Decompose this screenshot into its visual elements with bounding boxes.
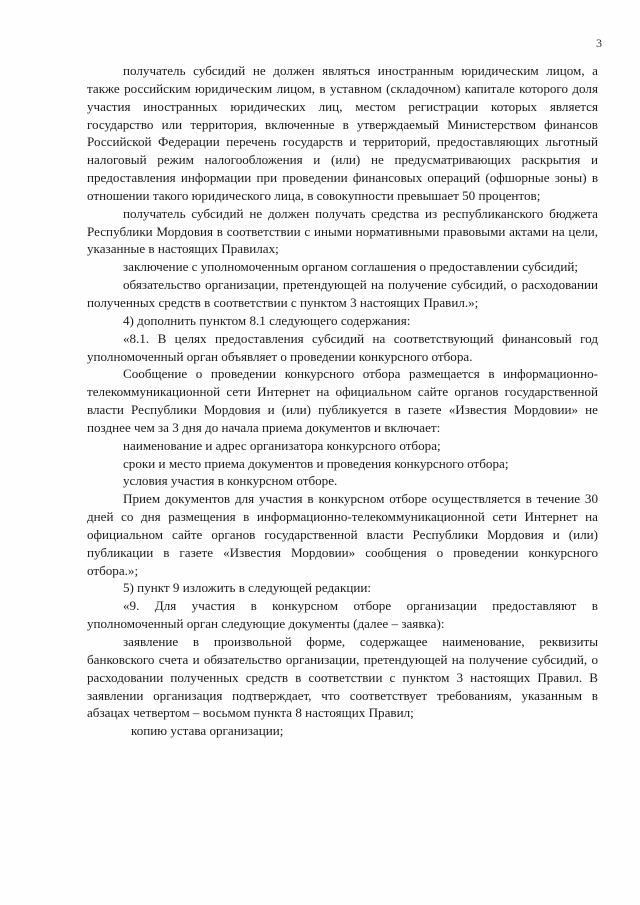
page-number: 3 <box>596 36 602 50</box>
paragraph: заключение с уполномоченным органом соглашения о предоставлении субсидий; <box>123 259 579 275</box>
paragraph: условия участия в конкурсном отборе. <box>123 473 338 489</box>
paragraph: наименование и адрес организатора конкурсного отбора; <box>123 437 441 453</box>
paragraph: 4) дополнить пунктом 8.1 следующего содержания: <box>123 312 411 328</box>
paragraph: «8.1. В целях предоставления субсидий на соответствующий финансовый год уполномоченный орган объявляет о проведении конкурсного отбора. <box>87 330 598 364</box>
paragraph: 5) пункт 9 изложить в следующей редакции: <box>123 580 371 596</box>
paragraph: заявление в произвольной форме, содержащее наименование, реквизиты банковского счета и обязательство организации, претендующей на получение субсидий, о расходовании полученных средств в соответствии с пунктом 3 настоящих Правил. В заявлении организация подтверждает, что соответствует требованиям, указанным в абзацах четвертом – восьмом пункта 8 настоящих Правил; <box>87 634 598 721</box>
paragraph: Прием документов для участия в конкурсном отборе осуществляется в течение 30 дней со дня размещения в информационно-телекоммуникационной сети Интернет на официальном сайте органов государственной власти Республики Мордовия и (или) публикации в газете «Известия Мордовии» сообщения о проведении конкурсного отбора.»; <box>87 491 598 578</box>
paragraph: сроки и место приема документов и проведения конкурсного отбора; <box>123 455 509 471</box>
paragraph: получатель субсидий не должен получать средства из республиканского бюджета Республики Мордовия в соответствии с иными нормативными правовыми актами на цели, указанные в настоящих Правилах; <box>87 205 598 257</box>
paragraph: «9. Для участия в конкурсном отборе организации предоставляют в уполномоченный орган следующие документы (далее – заявка): <box>87 598 598 632</box>
paragraph: получатель субсидий не должен являться иностранным юридическим лицом, а также российским юридическим лицом, в уставном (складочном) капитале которого доля участия иностранных юридических лиц, местом регистрации которых является государство или территория, включенные в утверждаемый Министерством финансов Российской Федерации перечень государств и территорий, предоставляющих льготный налоговый режим налогообложения и (или) не предусматривающих раскрытия и предоставления информации при проведении финансовых операций (офшорные зоны) в отношении такого юридического лица, в совокупности превышает 50 процентов; <box>87 63 598 203</box>
paragraph: обязательство организации, претендующей на получение субсидий, о расходовании полученных средств в соответствии с пунктом 3 настоящих Правил.»; <box>87 277 598 310</box>
document-body <box>87 62 598 740</box>
paragraph: Сообщение о проведении конкурсного отбора размещается в информационно-телекоммуникационной сети Интернет на официальном сайте органов государственной власти Республики Мордовия и (или) публикуется в газете «Известия Мордовии» не позднее чем за 3 дня до начала приема документов и включает: <box>87 366 598 435</box>
paragraph: копию устава организации; <box>131 723 284 739</box>
